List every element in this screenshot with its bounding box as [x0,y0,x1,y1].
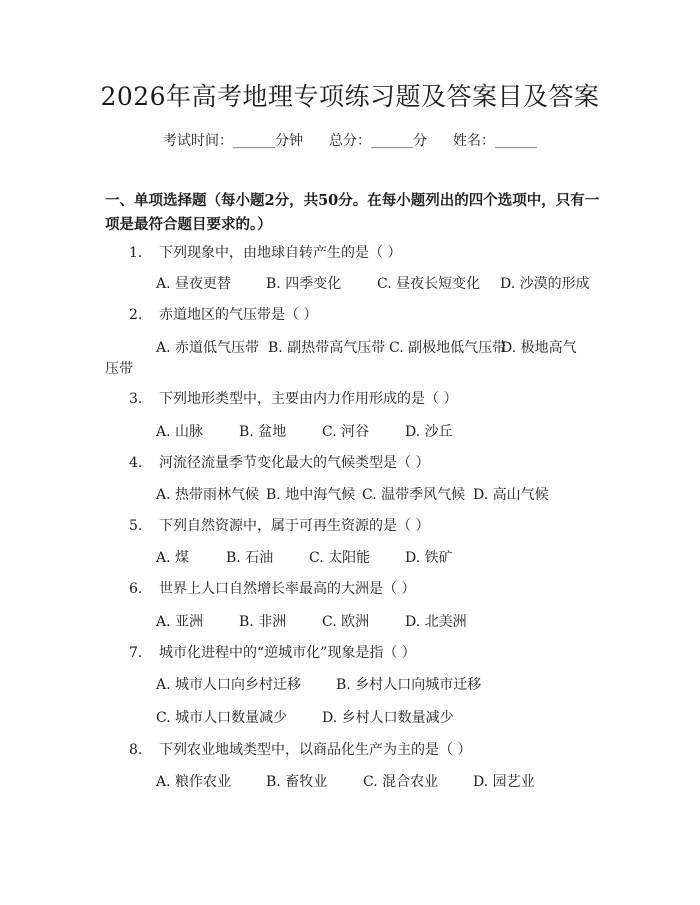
option-d: D. 沙漠的形成 [500,276,590,292]
option-c: C. 昼夜长短变化 [377,276,481,292]
option-a: A. 赤道低气压带 [156,340,260,356]
option-d: D. 园艺业 [473,774,535,790]
option-d: D. 乡村人口数量减少 [322,710,454,726]
option-a: A. 城市人口向乡村迁移 [156,677,302,693]
question-6 [129,579,415,599]
total-score-label: 总分：______分 [329,133,427,149]
question-2 [129,305,317,325]
question-5 [129,516,429,536]
question-stem: 下列地形类型中，主要由内力作用形成的是（ ） [159,391,458,407]
option-b: B. 盆地 [239,424,287,440]
option-d: D. 北美洲 [405,614,467,630]
section-heading: 一、单项选择题（每小题2分，共50分。在每小题列出的四个选项中，只有一项是最符合题目要求的。） [105,192,600,233]
option-c: C. 副极地低气压带 [389,340,507,356]
page-title: 2026年高考地理专项练习题及答案目及答案 [100,82,600,111]
option-a: A. 昼夜更替 [156,276,232,292]
option-c: C. 混合农业 [363,774,439,790]
option-a: A. 粮作农业 [156,774,232,790]
question-number: 8. [129,742,143,758]
question-4 [129,453,429,473]
option-b: B. 非洲 [239,614,287,630]
question-7 [129,643,416,663]
exam-info-line [0,130,700,152]
option-c: C. 河谷 [322,424,370,440]
question-number: 1. [129,245,143,261]
option-c: C. 太阳能 [309,550,371,566]
question-stem: 下列现象中，由地球自转产生的是（ ） [159,245,402,261]
question-number: 7. [129,645,143,661]
option-d: D. 铁矿 [405,550,453,566]
name-label: 姓名：______ [453,133,537,149]
option-b: B. 乡村人口向城市迁移 [336,677,482,693]
option-b: B. 石油 [226,550,274,566]
question-stem: 河流径流量季节变化最大的气候类型是（ ） [159,455,430,471]
option-d: D. 高山气候 [473,487,549,503]
question-number: 2. [129,307,143,323]
option-d: D. 沙丘 [405,424,453,440]
question-number: 6. [129,581,143,597]
option-b: B. 畜牧业 [266,774,328,790]
option-b: B. 四季变化 [266,276,342,292]
question-8 [129,740,471,760]
option-a: A. 煤 [156,550,190,566]
question-3 [129,389,457,409]
option-c: C. 城市人口数量减少 [156,710,288,726]
question-stem: 赤道地区的气压带是（ ） [159,307,318,323]
question-number: 5. [129,518,143,534]
question-stem: 城市化进程中的“逆城市化”现象是指（ ） [159,645,416,661]
option-b: B. 副热带高气压带 [268,340,386,356]
option-a: A. 热带雨林气候 [156,487,260,503]
option-d: D. 极地高气 [501,340,577,356]
question-stem: 世界上人口自然增长率最高的大洲是（ ） [159,581,416,597]
option-c: C. 温带季风气候 [362,487,466,503]
option-b: B. 地中海气候 [266,487,356,503]
option-a: A. 亚洲 [156,614,204,630]
question-stem: 下列农业地域类型中，以商品化生产为主的是（ ） [159,742,472,758]
question-1 [129,243,401,263]
question-number: 4. [129,455,143,471]
option-wrap-text: 压带 [105,361,133,377]
option-c: C. 欧洲 [322,614,370,630]
question-stem: 下列自然资源中，属于可再生资源的是（ ） [159,518,430,534]
exam-time-label: 考试时间：______分钟 [163,133,303,149]
option-a: A. 山脉 [156,424,204,440]
question-number: 3. [129,391,143,407]
